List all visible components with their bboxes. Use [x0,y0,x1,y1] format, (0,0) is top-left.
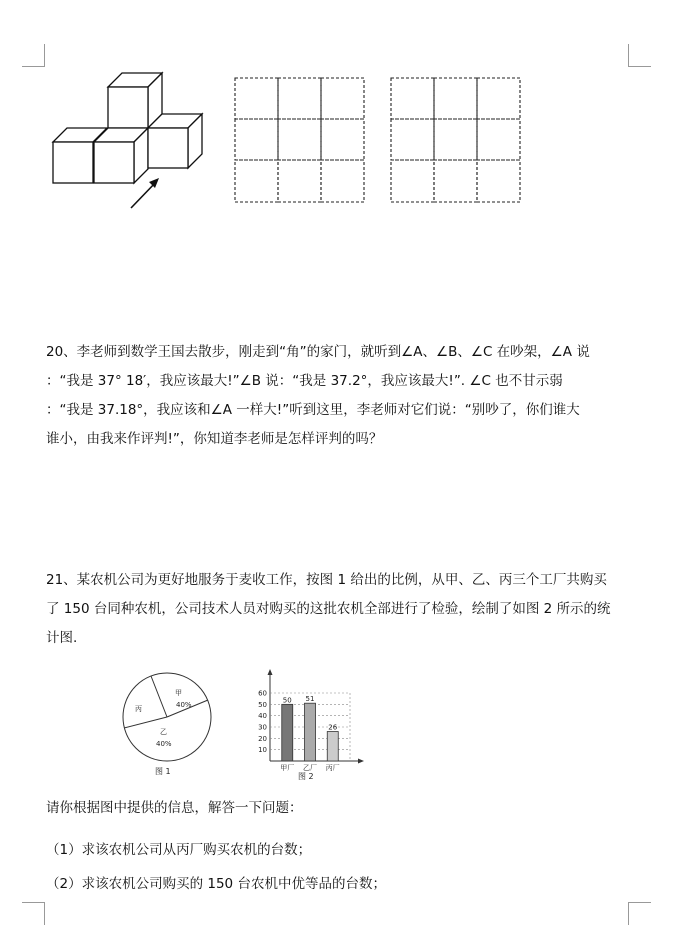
pie-label-bing: 丙 [135,705,142,713]
bar-value-label: 26 [328,723,338,732]
x-axis-arrow [358,759,364,764]
bar-chart [250,665,370,785]
y-axis-arrow [268,669,273,675]
q20-line: 20、李老师到数学王国去散步，刚走到“角”的家门，就听到∠A、∠B、∠C 在吵架，∠A 说 [46,344,590,360]
cube-figure [48,70,208,215]
pie-percent-yi: 40% [156,740,172,748]
question-20 [46,338,636,454]
pie-chart [115,668,225,783]
bar [282,704,293,761]
y-tick-label: 50 [258,700,267,709]
y-tick-label: 40 [258,712,267,721]
bar-category-label: 丙厂 [325,764,340,772]
bar-value-label: 51 [305,695,315,704]
q21-line: 计图. [46,630,78,646]
corner-mark-bottom-right [628,902,651,925]
y-tick-label: 30 [258,723,267,732]
y-tick-label: 10 [258,746,267,755]
bar-caption: 图 2 [298,772,314,781]
q20-line: ：“我是 37° 18′，我应该最大!”∠B 说：“我是 37.2°，我应该最大!”. ∠C 也不甘示弱 [46,373,563,389]
bar-value-label: 50 [282,696,292,705]
pie-label-jia: 甲 [175,689,182,697]
bar-marks [280,695,340,772]
q20-line: 谁小，由我来作评判!”，你知道李老师是怎样评判的吗？ [46,431,383,447]
corner-mark-top-right [628,44,651,67]
q20-line: ：“我是 37.18°，我应该和∠A 一样大!”听到这里，李老师对它们说：“别吵了，你们谁大 [46,402,580,418]
dashed-grid-left [232,76,368,206]
pie-label-yi: 乙 [160,728,167,736]
y-tick-label: 20 [258,734,267,743]
pie-caption: 图 1 [155,767,171,776]
q21-line: 了 150 台同种农机，公司技术人员对购买的这批农机全部进行了检验，绘制了如图 2 所示的统 [46,601,611,617]
sub-question-1: （1）求该农机公司从丙厂购买农机的台数； [46,842,312,858]
corner-mark-top-left [22,44,45,67]
y-tick-label: 60 [258,689,267,698]
bar [327,732,338,761]
pie-percent-jia: 40% [176,701,192,709]
bar-category-label: 乙厂 [303,764,317,772]
sub-question-2: （2）求该农机公司购买的 150 台农机中优等品的台数； [46,876,386,892]
bar-category-label: 甲厂 [280,764,295,772]
dashed-grid-right [388,76,524,206]
question-21 [46,566,636,653]
bar [305,703,316,761]
question-prompt: 请你根据图中提供的信息，解答一下问题： [46,800,303,816]
q21-line: 21、某农机公司为更好地服务于麦收工作，按图 1 给出的比例，从甲、乙、丙三个工厂共购买 [46,572,607,588]
corner-mark-bottom-left [22,902,45,925]
